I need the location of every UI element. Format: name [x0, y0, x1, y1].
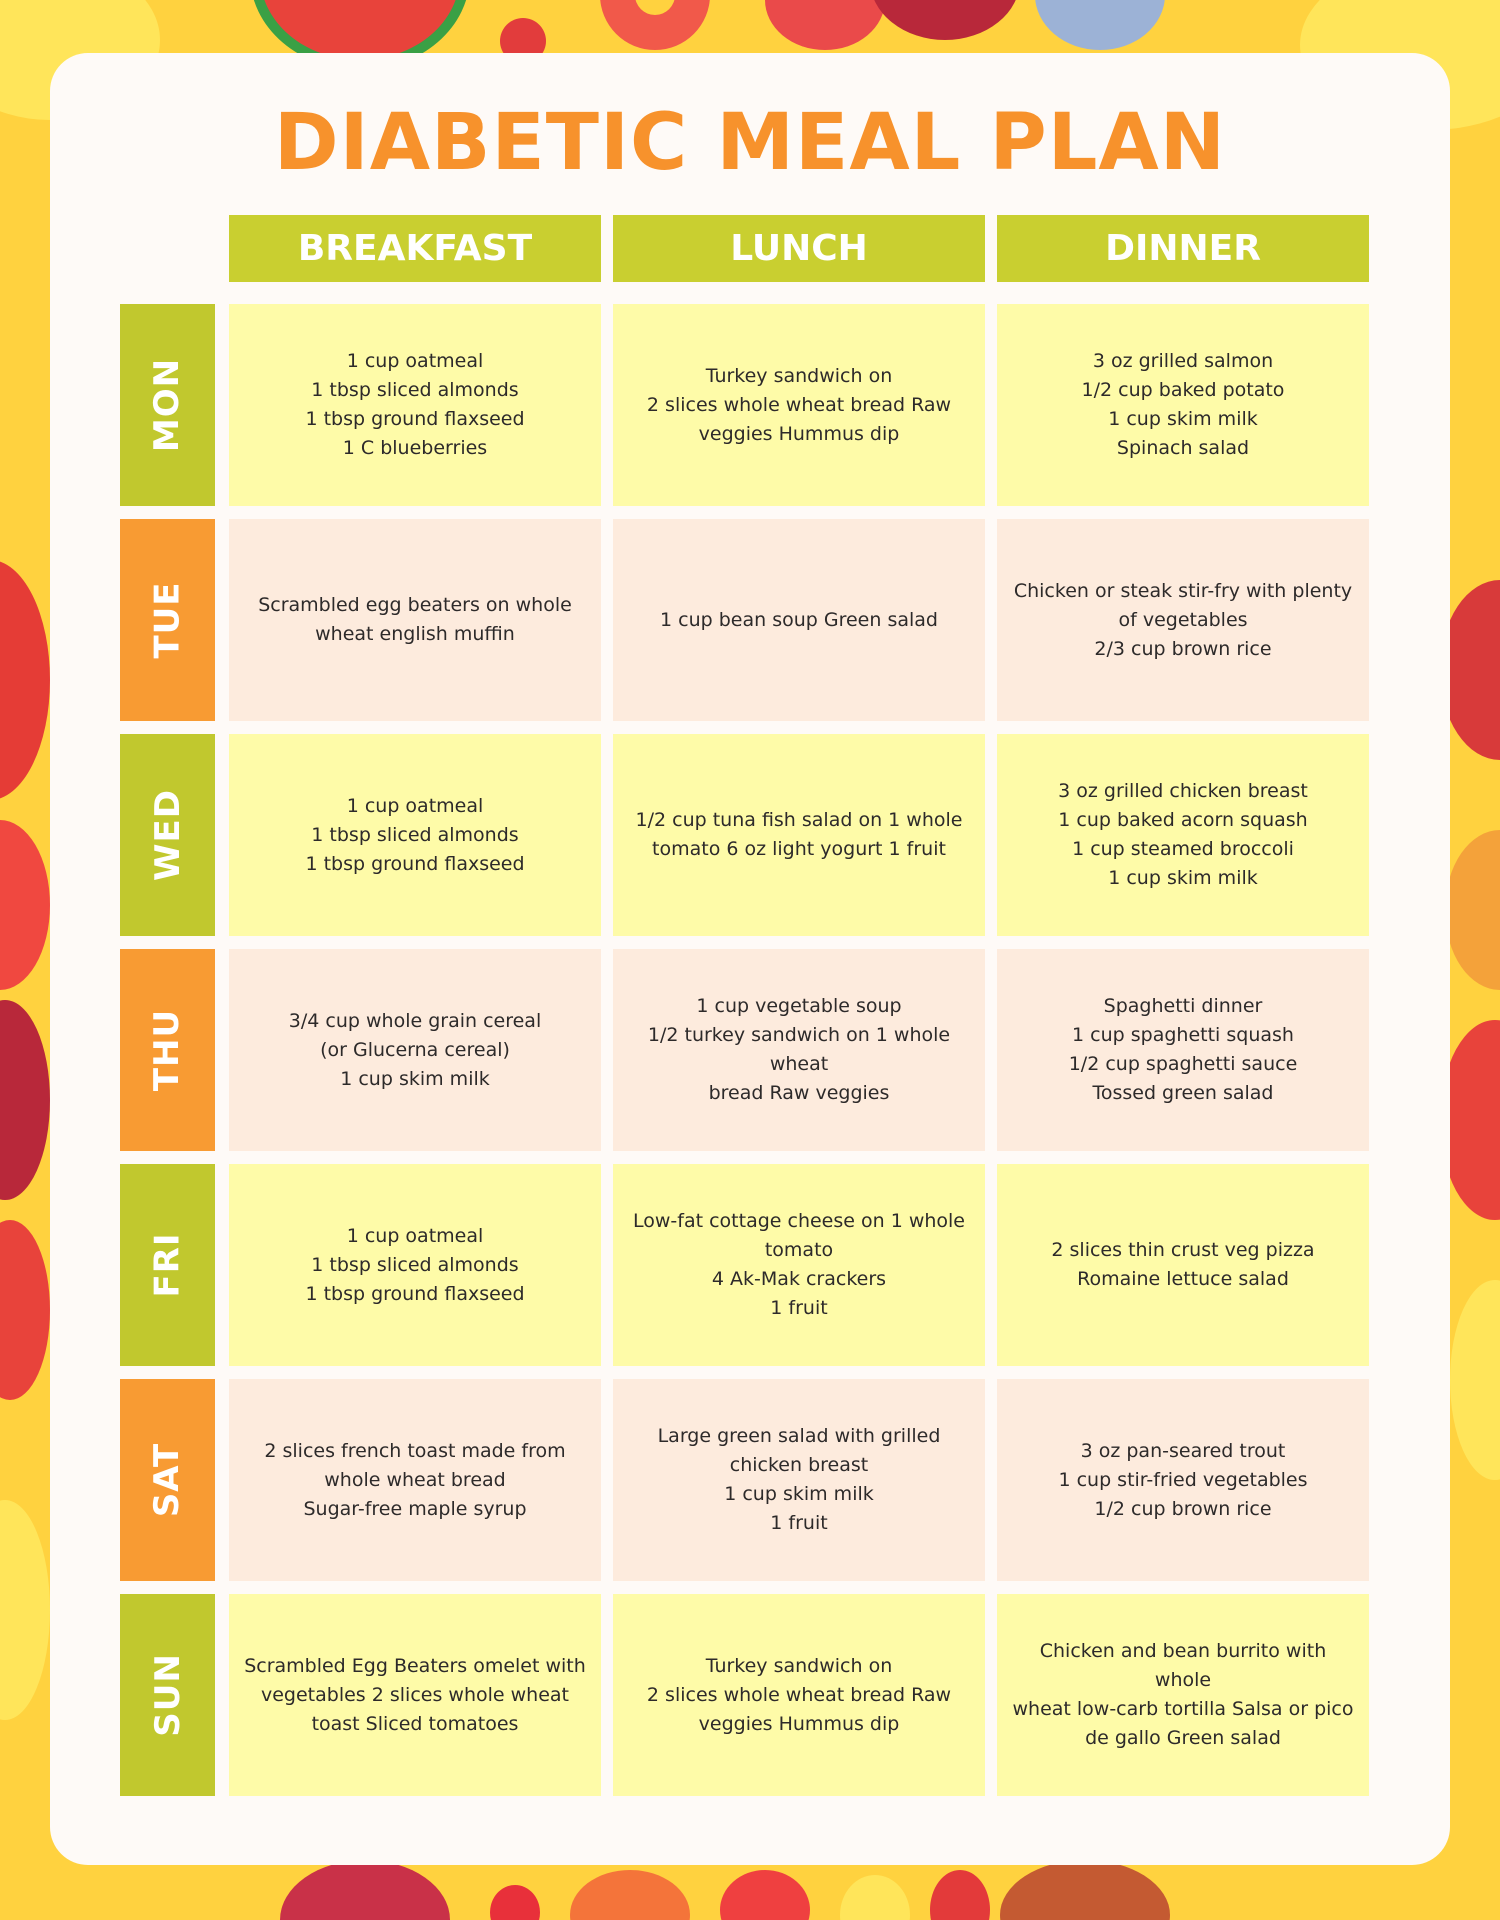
- column-header-breakfast: BREAKFAST: [229, 215, 601, 282]
- column-header-lunch: LUNCH: [613, 215, 985, 282]
- day-label-text: MON: [147, 357, 188, 453]
- day-label-text: TUE: [147, 581, 188, 659]
- decor-blob: [1000, 1860, 1170, 1920]
- steak-icon: [280, 1860, 450, 1920]
- decor-blob: [930, 1870, 990, 1920]
- day-label-text: FRI: [147, 1232, 188, 1298]
- meal-cell-sun-dinner: Chicken and bean burrito with whole wheat low-carb tortilla Salsa or pico de gallo Green salad: [997, 1594, 1369, 1796]
- meal-cell-thu-lunch: 1 cup vegetable soup 1/2 turkey sandwich on 1 whole wheat bread Raw veggies: [613, 949, 985, 1151]
- meal-cell-tue-lunch: 1 cup bean soup Green salad: [613, 519, 985, 721]
- column-header-dinner: DINNER: [997, 215, 1369, 282]
- day-label-text: SUN: [147, 1653, 188, 1737]
- decor-blob: [720, 1870, 810, 1920]
- decor-blob: [0, 560, 50, 800]
- meal-cell-sun-breakfast: Scrambled Egg Beaters omelet with vegetables 2 slices whole wheat toast Sliced tomatoes: [229, 1594, 601, 1796]
- decor-blob: [0, 1500, 50, 1720]
- decor-blob: [0, 820, 50, 990]
- meal-cell-wed-breakfast: 1 cup oatmeal 1 tbsp sliced almonds 1 tbsp ground flaxseed: [229, 734, 601, 936]
- meal-cell-wed-dinner: 3 oz grilled chicken breast 1 cup baked acorn squash 1 cup steamed broccoli 1 cup skim milk: [997, 734, 1369, 936]
- decor-blob: [0, 1000, 50, 1200]
- page-title: DIABETIC MEAL PLAN: [273, 98, 1227, 188]
- day-label-thu: [120, 949, 215, 1151]
- day-label-mon: [120, 304, 215, 506]
- meal-cell-mon-lunch: Turkey sandwich on 2 slices whole wheat bread Raw veggies Hummus dip: [613, 304, 985, 506]
- fries-icon: [840, 1875, 910, 1920]
- meal-cell-tue-dinner: Chicken or steak stir-fry with plenty of vegetables 2/3 cup brown rice: [997, 519, 1369, 721]
- meal-cell-mon-dinner: 3 oz grilled salmon 1/2 cup baked potato 1 cup skim milk Spinach salad: [997, 304, 1369, 506]
- meal-cell-sat-breakfast: 2 slices french toast made from whole wheat bread Sugar-free maple syrup: [229, 1379, 601, 1581]
- day-label-tue: [120, 519, 215, 721]
- meal-cell-sat-lunch: Large green salad with grilled chicken breast 1 cup skim milk 1 fruit: [613, 1379, 985, 1581]
- steak-icon: [870, 0, 1020, 40]
- meal-cell-fri-dinner: 2 slices thin crust veg pizza Romaine lettuce salad: [997, 1164, 1369, 1366]
- fish-icon: [1035, 0, 1165, 50]
- carrot-icon: [570, 1870, 690, 1920]
- day-label-text: THU: [147, 1008, 188, 1092]
- burger-icon: [1445, 830, 1500, 990]
- donut-icon: [765, 0, 885, 50]
- day-label-text: WED: [147, 789, 188, 881]
- meal-cell-fri-lunch: Low-fat cottage cheese on 1 whole tomato 4 Ak-Mak crackers 1 fruit: [613, 1164, 985, 1366]
- meal-cell-sat-dinner: 3 oz pan-seared trout 1 cup stir-fried vegetables 1/2 cup brown rice: [997, 1379, 1369, 1581]
- meal-cell-wed-lunch: 1/2 cup tuna fish salad on 1 whole tomato 6 oz light yogurt 1 fruit: [613, 734, 985, 936]
- day-label-wed: [120, 734, 215, 936]
- meal-cell-mon-breakfast: 1 cup oatmeal 1 tbsp sliced almonds 1 tbsp ground flaxseed 1 C blueberries: [229, 304, 601, 506]
- meal-cell-sun-lunch: Turkey sandwich on 2 slices whole wheat bread Raw veggies Hummus dip: [613, 1594, 985, 1796]
- meal-cell-thu-breakfast: 3/4 cup whole grain cereal (or Glucerna cereal) 1 cup skim milk: [229, 949, 601, 1151]
- meal-cell-tue-breakfast: Scrambled egg beaters on whole wheat english muffin: [229, 519, 601, 721]
- day-label-sat: [120, 1379, 215, 1581]
- meal-cell-thu-dinner: Spaghetti dinner 1 cup spaghetti squash 1/2 cup spaghetti sauce Tossed green salad: [997, 949, 1369, 1151]
- decor-blob: [1450, 1280, 1500, 1480]
- meal-cell-fri-breakfast: 1 cup oatmeal 1 tbsp sliced almonds 1 tbsp ground flaxseed: [229, 1164, 601, 1366]
- strawberry-icon: [490, 1885, 540, 1920]
- decor-blob: [0, 1220, 50, 1400]
- day-label-fri: [120, 1164, 215, 1366]
- day-label-text: SAT: [147, 1442, 188, 1518]
- day-label-sun: [120, 1594, 215, 1796]
